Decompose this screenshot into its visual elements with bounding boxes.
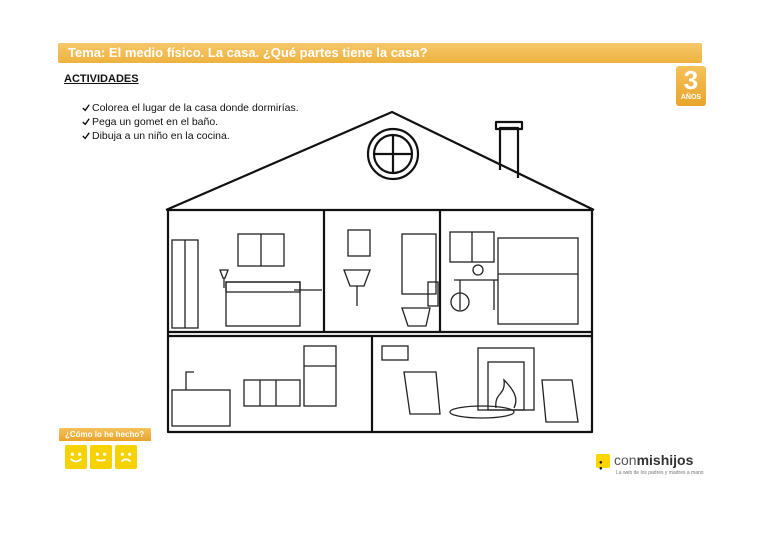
- neutral-face-icon[interactable]: [90, 445, 112, 469]
- faucet: [186, 372, 194, 390]
- fridge: [304, 346, 336, 406]
- house-walls: [168, 210, 592, 432]
- chimney-top: [496, 122, 522, 129]
- armchair-right: [542, 380, 578, 422]
- page-title: Tema: El medio físico. La casa. ¿Qué partes tiene la casa?: [68, 45, 428, 60]
- mirror: [348, 230, 370, 256]
- happy-face-icon[interactable]: [65, 445, 87, 469]
- logo-text: conmishijos: [614, 452, 694, 468]
- self-evaluation-label: ¿Cómo lo he hecho?: [59, 428, 151, 441]
- checkmark-icon: [82, 132, 90, 140]
- self-evaluation: [59, 428, 151, 473]
- age-number: 3: [683, 65, 699, 95]
- fireplace: [478, 348, 534, 410]
- age-label: AÑOS: [680, 94, 702, 101]
- section-title: ACTIVIDADES: [64, 73, 139, 85]
- bunk-bed: [498, 238, 578, 324]
- logo-face-icon: ● ●: [596, 454, 610, 468]
- activity-text: Colorea el lugar de la casa donde dormirías.: [92, 102, 299, 114]
- checkmark-icon: [82, 104, 90, 112]
- house-drawing: [164, 110, 596, 436]
- age-badge: [676, 66, 706, 106]
- checkmark-icon: [82, 118, 90, 126]
- roof-outline: [166, 112, 594, 210]
- fire: [496, 380, 516, 408]
- picture-frame: [382, 346, 408, 360]
- lamp: [220, 270, 228, 278]
- logo-tagline: La web de los padres y madres a mano: [616, 470, 704, 476]
- kitchen-counter: [172, 390, 230, 426]
- header-bar: [58, 43, 702, 63]
- armchair-left: [404, 372, 440, 414]
- sink: [344, 270, 370, 286]
- toilet: [402, 308, 430, 326]
- bed: [226, 282, 300, 326]
- shower-curtain: [402, 234, 436, 294]
- activity-text: Dibuja a un niño en la cocina.: [92, 130, 230, 142]
- coffee-table: [450, 406, 514, 418]
- sad-face-icon[interactable]: [115, 445, 137, 469]
- brand-logo: [596, 452, 706, 482]
- activity-text: Pega un gomet en el baño.: [92, 116, 219, 128]
- chimney: [500, 128, 518, 178]
- desk-lamp: [473, 265, 483, 275]
- face-options: [59, 445, 151, 469]
